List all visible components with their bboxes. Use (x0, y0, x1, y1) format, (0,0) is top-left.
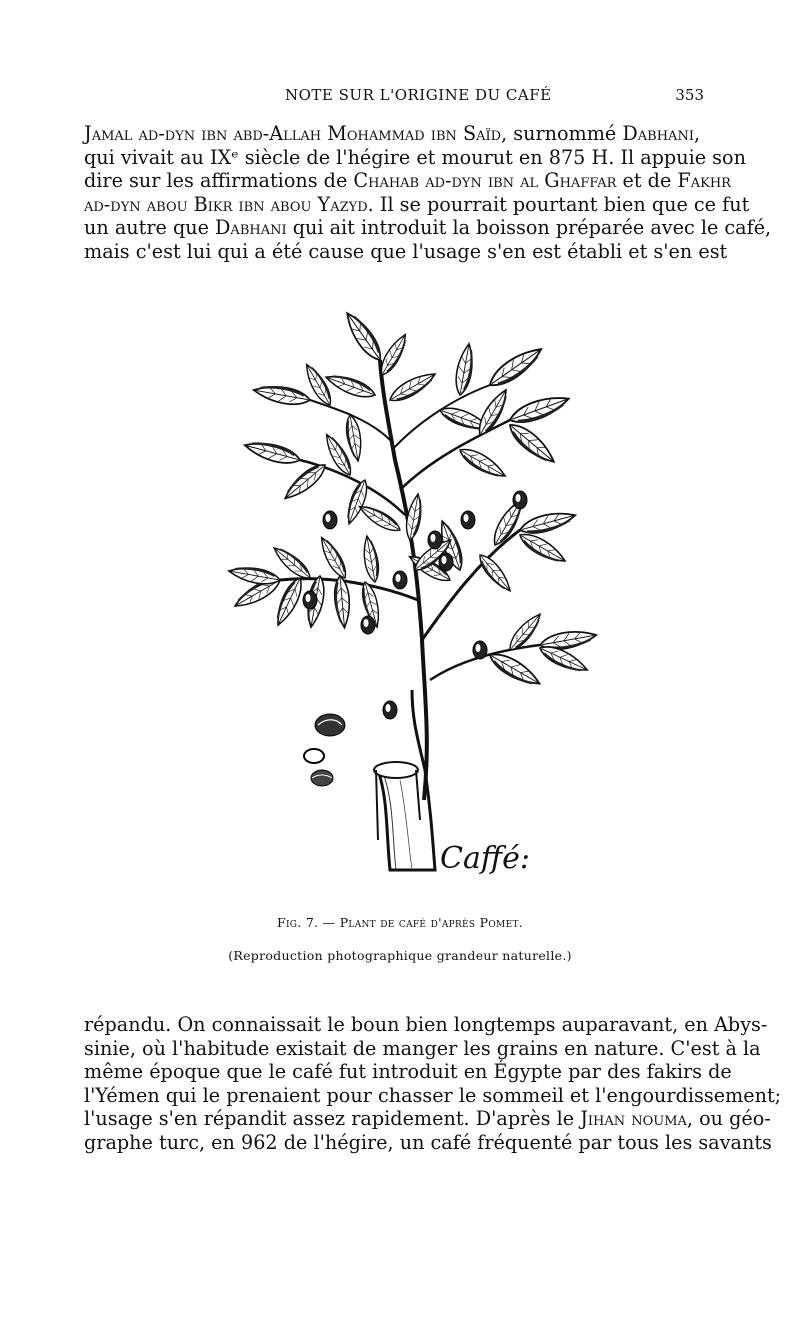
text-line: mais c'est lui qui a été cause que l'usage s'en est établi et s'en est (84, 239, 728, 263)
author-name: ad-dyn abou Bikr ibn abou Yazyd. (84, 192, 374, 216)
author-name: Chahab ad-dyn ibn al Ghaffar (353, 169, 617, 192)
text-line: même époque que le café fut introduit en Égypte par des fakirs de (84, 1060, 732, 1083)
text-line: dire sur les affirmations de Chahab ad-dyn ibn al Ghaffar et de Fakhr (84, 169, 731, 192)
engraving-label: Caffé: (440, 841, 530, 876)
author-name: Dabhani (215, 216, 287, 239)
text-line: l'usage s'en répandit assez rapidement. D'après le Jihan nouma, ou géo- (84, 1107, 771, 1130)
text-line: ad-dyn abou Bikr ibn abou Yazyd. Il se pourrait pourtant bien que ce fut (84, 192, 750, 216)
text-line: sinie, où l'habitude existait de manger les grains en nature. C'est à la (84, 1036, 761, 1060)
text-line: graphe turc, en 962 de l'hégire, un café fréquenté par tous les savants (84, 1130, 772, 1154)
text-line: répandu. On connaissait le boun bien longtemps auparavant, en Abys- (84, 1013, 768, 1036)
work-title: Jihan nouma, (580, 1107, 694, 1130)
running-title: NOTE SUR L'ORIGINE DU CAFÉ (285, 86, 552, 104)
author-name: Dabhani, (622, 122, 701, 145)
text-line: qui vivait au IXᵉ siècle de l'hégire et mourut en 875 H. Il appuie son (84, 145, 746, 169)
author-name: Fakhr (677, 169, 731, 192)
coffee-plant-engraving (150, 300, 640, 885)
page-number: 353 (675, 86, 704, 104)
figure-caption: Fig. 7. — Plant de café d'après Pomet. (276, 915, 524, 930)
paragraph-bottom (84, 1013, 782, 1154)
figure-subcaption: (Reproduction photographique grandeur naturelle.) (228, 948, 572, 963)
paragraph-top (84, 122, 772, 263)
text-line: un autre que Dabhani qui ait introduit la boisson préparée avec le café, (84, 216, 772, 239)
text-line: Jamal ad-dyn ibn abd-Allah Mohammad ibn Saïd, surnommé Dabhani, (84, 122, 701, 145)
caption-author: Pomet. (479, 915, 524, 930)
running-head (0, 86, 800, 106)
author-name: Jamal ad-dyn ibn abd-Allah Mohammad ibn Saïd, (84, 122, 508, 145)
text-line: l'Yémen qui le prenaient pour chasser le sommeil et l'engourdissement; (84, 1083, 782, 1107)
engraving-illustration (150, 300, 640, 885)
